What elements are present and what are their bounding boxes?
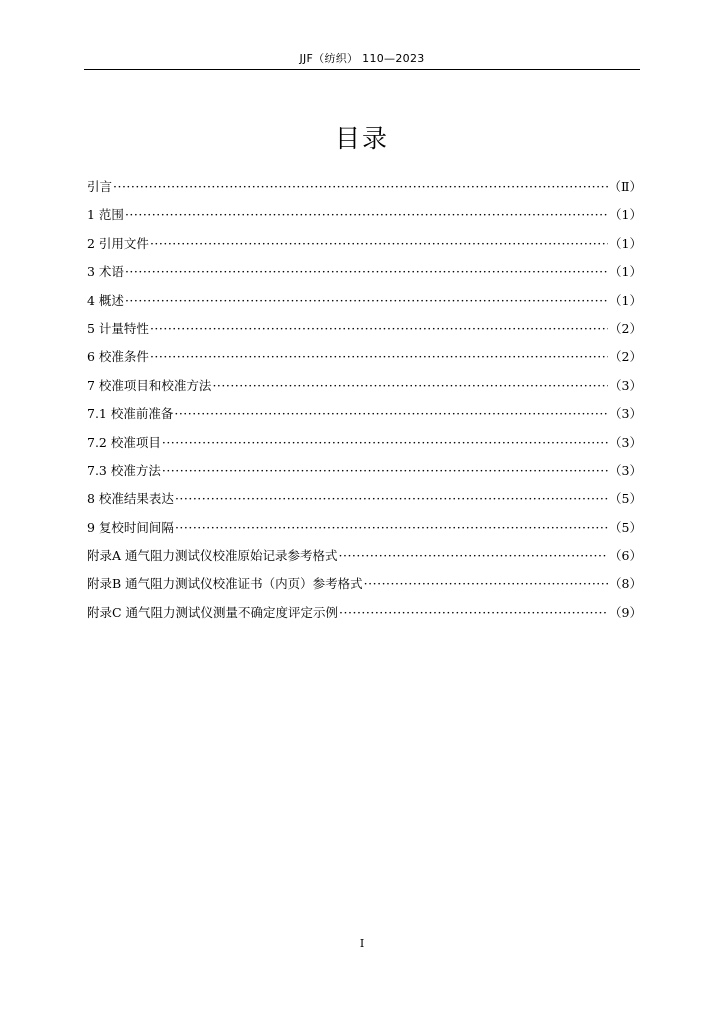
- toc-entry-appendix-a[interactable]: [87, 546, 642, 574]
- toc-entry-page: （Ⅱ）: [608, 179, 642, 194]
- toc-entry-page: （2）: [609, 349, 642, 365]
- toc-leader-dots: [162, 433, 608, 453]
- toc-entry-page: （1）: [609, 207, 642, 223]
- toc-entry-label: 附录A 通气阻力测试仪校准原始记录参考格式: [87, 548, 338, 564]
- page-number: I: [359, 937, 365, 950]
- toc-entry-7-1[interactable]: [87, 404, 642, 432]
- toc-leader-dots: [162, 461, 608, 481]
- toc-leader-dots: [364, 574, 608, 594]
- toc-entry-page: （2）: [609, 320, 642, 336]
- toc-entry-page: （1）: [609, 235, 642, 251]
- toc-leader-dots: [125, 262, 608, 282]
- toc-entry-label: 7.2 校准项目: [87, 434, 161, 450]
- toc-entry-9[interactable]: [87, 518, 642, 546]
- toc-entry-page: （3）: [609, 377, 642, 393]
- toc-entry-label: 6 校准条件: [87, 349, 149, 365]
- toc-entry-label: 8 校准结果表达: [87, 491, 174, 507]
- toc-entry-3[interactable]: [87, 262, 642, 290]
- toc-entry-4[interactable]: [87, 291, 642, 319]
- toc-entry-label: 5 计量特性: [87, 320, 149, 336]
- toc-entry-page: （5）: [609, 519, 642, 535]
- header-rule: [84, 69, 640, 70]
- toc-entry-7-2[interactable]: [87, 433, 642, 461]
- table-of-contents: [87, 177, 642, 631]
- toc-leader-dots: [175, 518, 608, 538]
- toc-entry-label: 9 复校时间间隔: [87, 519, 174, 535]
- toc-leader-dots: [339, 546, 609, 566]
- toc-leader-dots: [150, 234, 608, 254]
- toc-entry-2[interactable]: [87, 234, 642, 262]
- page-title: 目录: [334, 124, 389, 153]
- toc-entry-8[interactable]: [87, 489, 642, 517]
- toc-leader-dots: [174, 404, 608, 424]
- toc-entry-7-3[interactable]: [87, 461, 642, 489]
- toc-leader-dots: [125, 205, 608, 225]
- toc-entry-label: 2 引用文件: [87, 235, 149, 251]
- toc-entry-label: 7.3 校准方法: [87, 462, 161, 478]
- toc-leader-dots: [113, 177, 607, 197]
- toc-entry-page: （1）: [609, 264, 642, 280]
- toc-entry-label: 4 概述: [87, 292, 124, 308]
- toc-entry-label: 1 范围: [87, 207, 124, 223]
- toc-entry-appendix-c[interactable]: [87, 603, 642, 631]
- toc-entry-label: 附录B 通气阻力测试仪校准证书（内页）参考格式: [87, 576, 363, 592]
- toc-entry-6[interactable]: [87, 347, 642, 375]
- toc-entry-page: （1）: [609, 292, 642, 308]
- toc-entry-label: 3 术语: [87, 264, 124, 280]
- toc-entry-label: 7.1 校准前准备: [87, 406, 174, 422]
- toc-entry-label: 引言: [87, 179, 113, 194]
- toc-entry-appendix-b[interactable]: [87, 574, 642, 602]
- toc-entry-label: 7 校准项目和校准方法: [87, 377, 212, 393]
- toc-entry-page: （6）: [609, 548, 642, 564]
- toc-leader-dots: [175, 489, 608, 509]
- toc-leader-dots: [125, 291, 608, 311]
- toc-entry-page: （3）: [609, 434, 642, 450]
- toc-leader-dots: [150, 347, 608, 367]
- toc-entry-page: （8）: [609, 576, 642, 592]
- toc-entry-5[interactable]: [87, 319, 642, 347]
- document-header: JJF（纺织） 110—2023: [299, 52, 425, 65]
- toc-entry-intro[interactable]: [87, 177, 642, 205]
- toc-leader-dots: [150, 319, 608, 339]
- toc-entry-7[interactable]: [87, 376, 642, 404]
- toc-entry-page: （3）: [609, 462, 642, 478]
- toc-entry-page: （9）: [609, 604, 642, 620]
- toc-entry-page: （5）: [609, 491, 642, 507]
- toc-leader-dots: [339, 603, 608, 623]
- toc-entry-label: 附录C 通气阻力测试仪测量不确定度评定示例: [87, 604, 339, 620]
- toc-entry-page: （3）: [609, 406, 642, 422]
- toc-leader-dots: [212, 376, 608, 396]
- toc-entry-1[interactable]: [87, 205, 642, 233]
